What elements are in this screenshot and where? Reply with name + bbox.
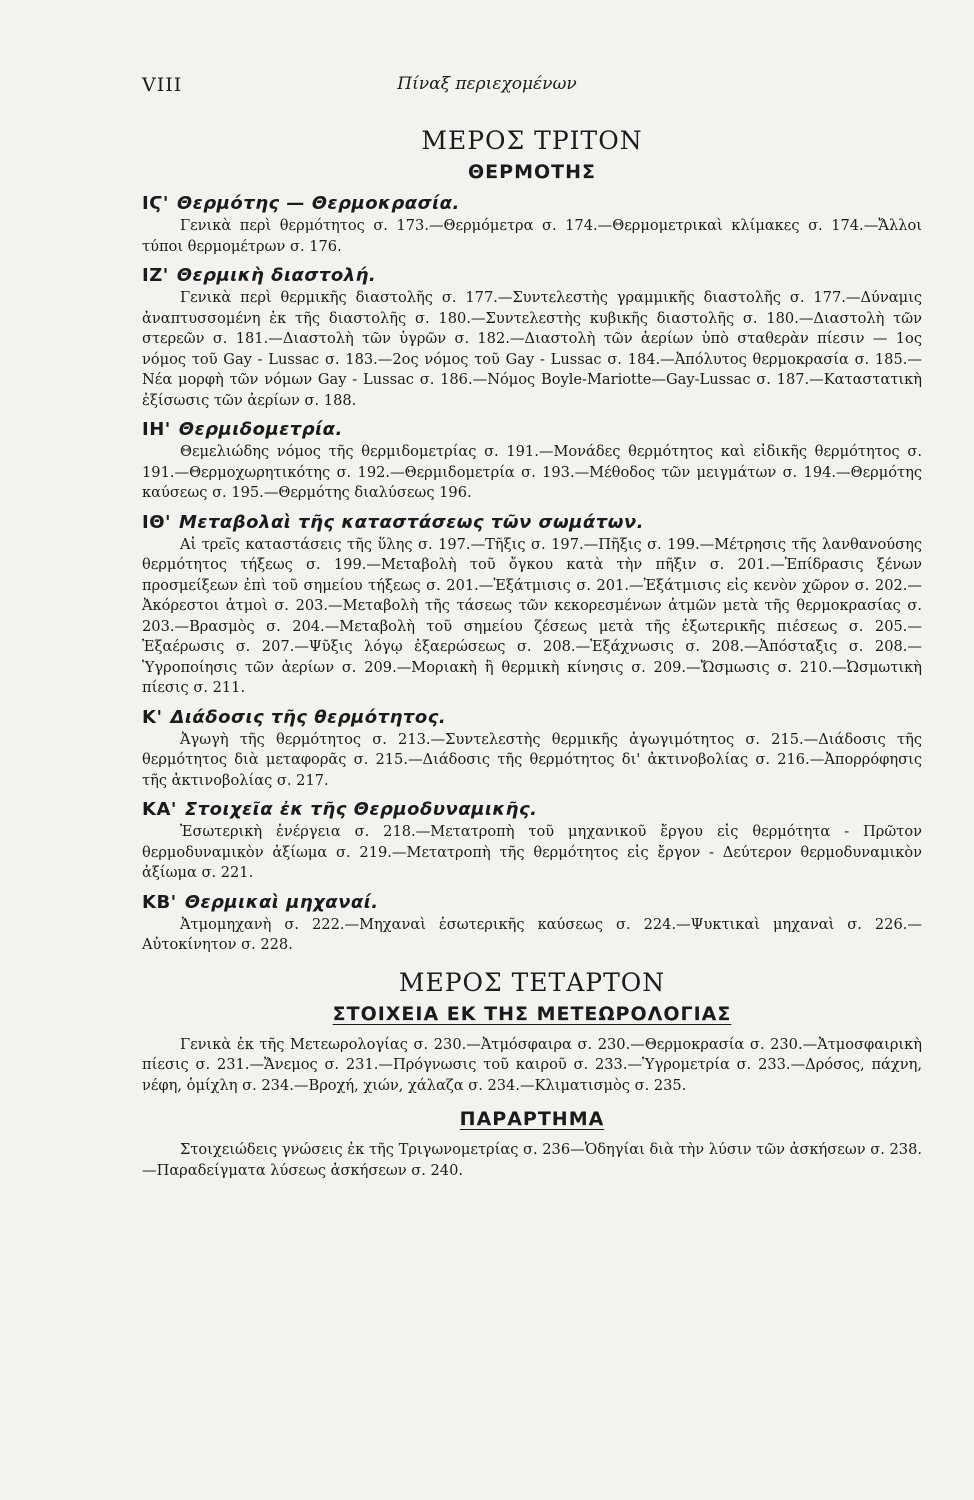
chapter-heading [142,892,922,913]
chapter-22 [142,892,922,956]
chapter-title: Θερμικὴ διαστολή. [176,265,377,286]
chapter-contents: Γενικὰ περὶ θερμότητος σ. 173.—Θερμόμετρα σ. 174.—Θερμομετρικαὶ κλίμακες σ. 174.—Ἄλλοι τύποι θερμομέτρων σ. 176. [142,217,922,255]
chapter-title: Στοιχεῖα ἐκ τῆς Θερμοδυναμικῆς. [184,799,538,820]
part-three-title: ΜΕΡΟΣ ΤΡΙΤΟΝ [421,126,643,155]
part-four-subtitle: ΣΤΟΙΧΕΙΑ ΕΚ ΤΗΣ ΜΕΤΕΩΡΟΛΟΓΙΑΣ [332,1002,732,1025]
chapter-heading [142,512,922,533]
chapter-heading [142,193,922,214]
chapter-title: Διάδοσις τῆς θερμότητος. [170,706,447,728]
chapter-number: Κ' [142,706,163,728]
chapter-contents: Αἱ τρεῖς καταστάσεις τῆς ὕλης σ. 197.—Τῆξις σ. 197.—Πῆξις σ. 199.—Μέτρησις τῆς λανθανούσης θερμότητος τήξεως σ. 199.—Μεταβολὴ τοῦ ὄγκου κατὰ τὴν πῆξιν σ. 201.—Ἐπίδρασις ξένων προσμείξεων ἐπὶ τοῦ σημείου τήξεως σ. 201.—Ἐξάτμισις σ. 201.—Ἐξάτμισις εἰς κενὸν χῶρον σ. 202.—Ἀκόρεστοι ἀτμοὶ σ. 203.—Μεταβολὴ τῆς τάσεως τῶν κεκορεσμένων ἀτμῶν μετὰ τῆς θερμοκρασίας σ. 203.—Βρασμὸς σ. 204.—Μεταβολὴ τοῦ σημείου ζέσεως μετὰ τῆς ἐξωτερικῆς πιέσεως σ. 205.—Ἐξαέρωσις σ. 207.—Ψῦξις λόγῳ ἐξαερώσεως σ. 208.—Ἐξάχνωσις σ. 208.—Ἀπόσταξις σ. 208.—Ὑγροποίησις τῶν ἀερίων σ. 209.—Μοριακὴ ἢ θερμικὴ κίνησις σ. 209.—Ὤσμωσις σ. 210.—Ὠσμωτικὴ πίεσις σ. 211. [142,535,922,696]
chapter-number: ΙΘ' [142,511,172,533]
part-three-subtitle: ΘΕΡΜΟΤΗΣ [468,161,596,183]
chapter-contents: Ἀγωγὴ τῆς θερμότητος σ. 213.—Συντελεστὴς θερμικῆς ἀγωγιμότητος σ. 215.—Διάδοσις τῆς θερμότητος διὰ μεταφορᾶς σ. 215.—Διάδοσις τῆς θερμότητος δι' ἀκτινοβολίας σ. 216.—Ἀπορρόφησις τῆς ἀκτινοβολίας σ. 217. [142,730,922,789]
chapter-16 [142,193,922,257]
page-header [0,74,974,104]
chapter-contents: Θεμελιώδης νόμος τῆς θερμιδομετρίας σ. 191.—Μονάδες θερμότητος καὶ εἰδικῆς θερμότητος σ. 191.—Θερμοχωρητικότης σ. 192.—Θερμιδομετρία σ. 193.—Μέθοδος τῶν μειγμάτων σ. 194.—Θερμότης καύσεως σ. 195.—Θερμότης διαλύσεως 196. [142,443,922,501]
chapter-heading [142,419,922,440]
chapter-number: ΙϚ' [142,193,169,214]
chapter-number: ΚΑ' [142,799,177,820]
part-four-title: ΜΕΡΟΣ ΤΕΤΑΡΤΟΝ [398,967,666,997]
part-four-contents: Γενικὰ ἐκ τῆς Μετεωρολογίας σ. 230.—Ἀτμόσφαιρα σ. 230.—Θερμοκρασία σ. 230.—Ἀτμοσφαιρικὴ πίεσις σ. 231.—Ἄνεμος σ. 231.—Πρόγνωσις τοῦ καιροῦ σ. 233.—Ὑγρομετρία σ. 233.—Δρόσος, πάχνη, νέφη, ὁμίχλη σ. 234.—Βροχή, χιών, χάλαζα σ. 234.—Κλιματισμὸς σ. 235. [142,1035,922,1094]
page-number: VIII [142,74,183,96]
chapter-number: ΚΒ' [142,891,177,913]
chapter-contents: Ἐσωτερικὴ ἐνέργεια σ. 218.—Μετατροπὴ τοῦ μηχανικοῦ ἔργου εἰς θερμότητα - Πρῶτον θερμοδυναμικὸν ἀξίωμα σ. 219.—Μετατροπὴ τῆς θερμότητος εἰς ἔργον - Δεύτερον θερμοδυναμικὸν ἀξίωμα σ. 221. [142,823,922,881]
chapter-20 [142,707,922,792]
chapter-title: Θερμιδομετρία. [178,419,343,440]
chapter-title: Μεταβολαὶ τῆς καταστάσεως τῶν σωμάτων. [179,511,644,533]
chapter-contents: Γενικὰ περὶ θερμικῆς διαστολῆς σ. 177.—Συντελεστὴς γραμμικῆς διαστολῆς σ. 177.—Δύναμις ἀναπτυσσομένη ἐκ τῆς διαστολῆς σ. 180.—Συντελεστὴς κυβικῆς διαστολῆς σ. 180.—Διαστολὴ τῶν στερεῶν σ. 181.—Διαστολὴ τῶν ὑγρῶν σ. 182.—Διαστολὴ τῶν ἀερίων ὑπὸ σταθερὰν πίεσιν — 1ος νόμος τοῦ Gay - Lussac σ. 183.—2ος νόμος τοῦ Gay - Lussac σ. 184.—Ἀπόλυτος θερμοκρασία σ. 185.—Νέα μορφὴ τῶν νόμων Gay - Lussac σ. 186.—Νόμος Boyle-Mariotte—Gay-Lussac σ. 187.—Καταστατικὴ ἐξίσωσις τῶν ἀερίων σ. 188. [142,289,922,409]
chapter-18 [142,419,922,504]
chapter-number: ΙΗ' [142,419,171,440]
appendix-title: ΠΑΡΑΡΤΗΜΑ [459,1108,605,1130]
chapter-heading [142,707,922,728]
appendix-contents: Στοιχειώδεις γνώσεις ἐκ τῆς Τριγωνομετρίας σ. 236—Ὁδηγίαι διὰ τὴν λύσιν τῶν ἀσκήσεων σ. 238.—Παραδείγματα λύσεως ἀσκήσεων σ. 240. [142,1141,922,1179]
chapter-heading [142,265,922,286]
chapter-title: Θερμότης — Θερμοκρασία. [176,193,460,214]
running-title: Πίναξ περιεχομένων [397,74,577,94]
chapter-19 [142,512,922,699]
table-of-contents [142,126,922,1181]
chapter-heading [142,799,922,820]
chapter-contents: Ἀτμομηχανὴ σ. 222.—Μηχαναὶ ἐσωτερικῆς καύσεως σ. 224.—Ψυκτικαὶ μηχαναὶ σ. 226.—Αὐτοκίνητον σ. 228. [142,915,922,953]
chapter-17 [142,265,922,411]
chapter-number: ΙΖ' [142,265,169,286]
chapter-21 [142,799,922,884]
chapter-title: Θερμικαὶ μηχαναί. [184,891,379,913]
